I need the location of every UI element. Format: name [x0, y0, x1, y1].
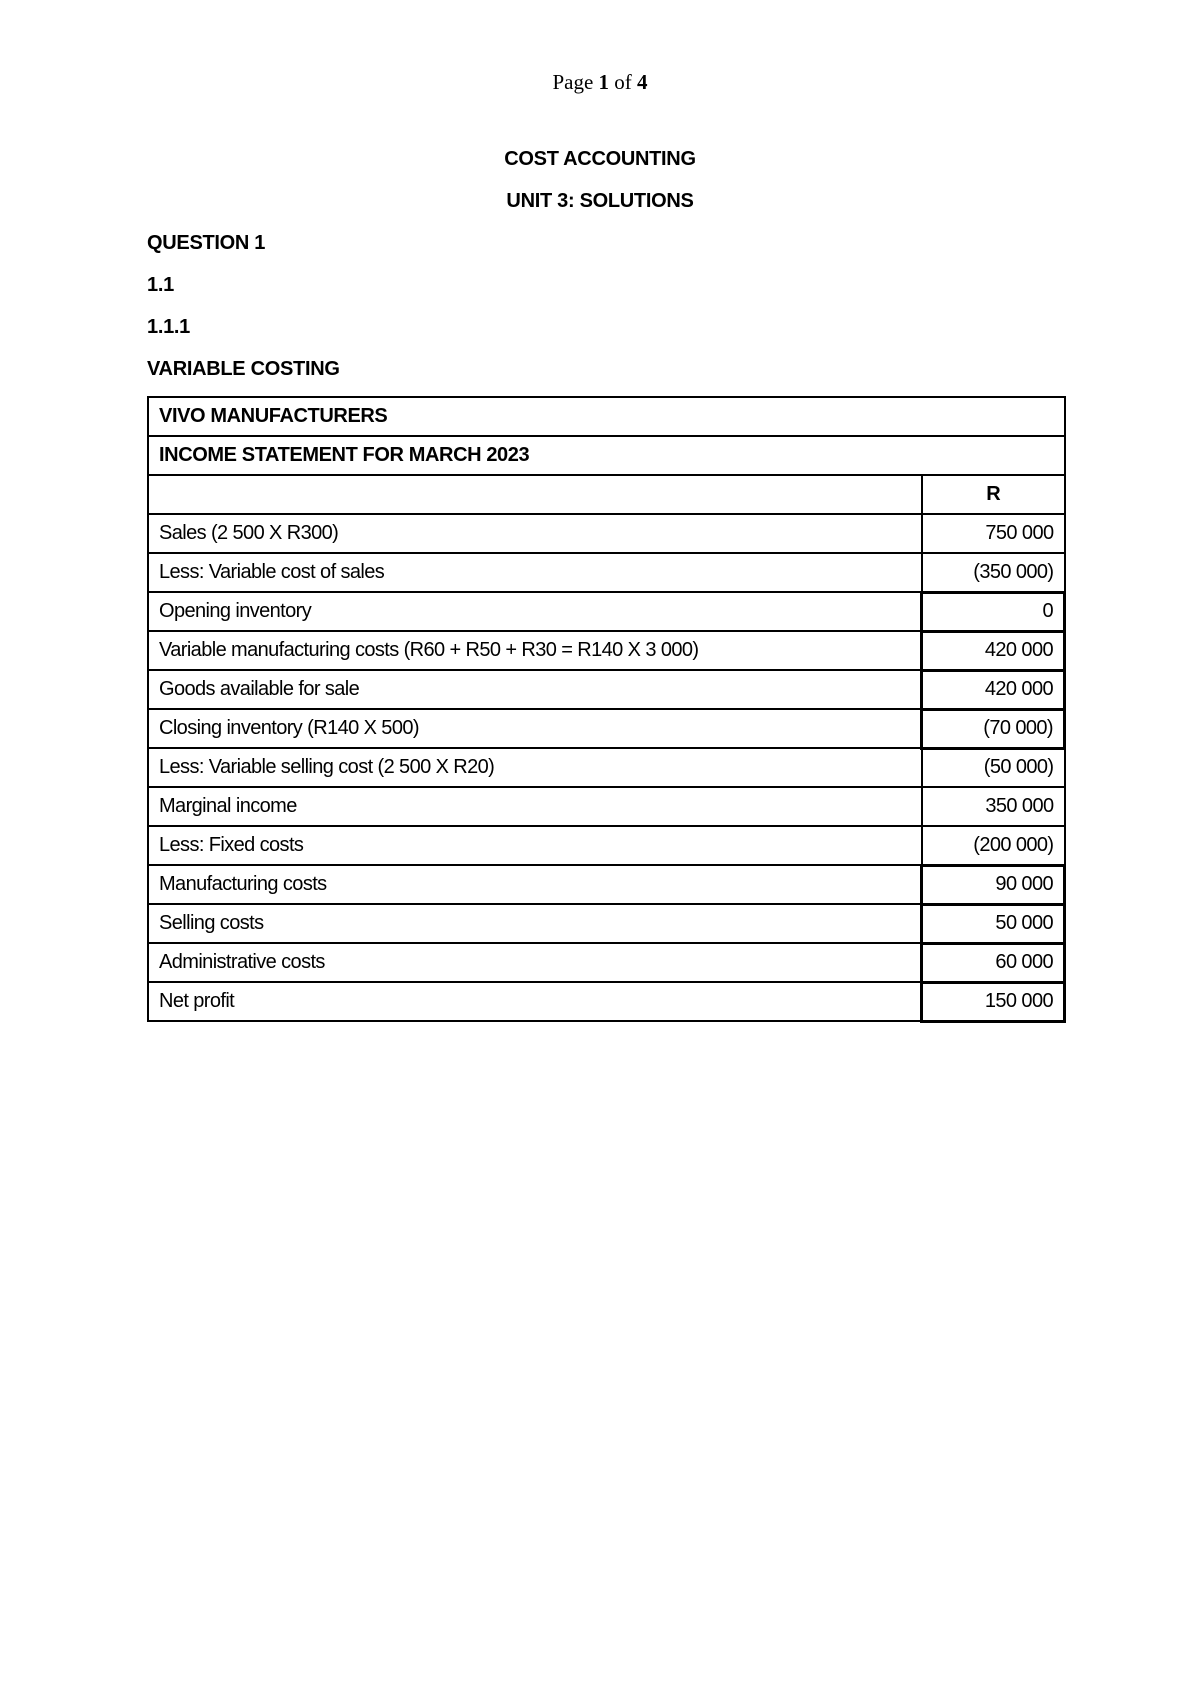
- section-heading: 1.1: [147, 274, 174, 296]
- page-label: Page: [552, 70, 594, 94]
- row-amount: (50 000): [922, 748, 1065, 787]
- row-label: Closing inventory (R140 X 500): [148, 709, 922, 748]
- row-label: Opening inventory: [148, 592, 922, 631]
- row-amount: 150 000: [922, 982, 1065, 1021]
- table-row: [148, 709, 1065, 748]
- company-name: VIVO MANUFACTURERS: [148, 397, 1065, 436]
- row-amount: 60 000: [922, 943, 1065, 982]
- row-label: Less: Fixed costs: [148, 826, 922, 865]
- table-row: [148, 982, 1065, 1021]
- row-amount: 420 000: [922, 631, 1065, 670]
- page-of: of: [614, 70, 632, 94]
- row-amount: (70 000): [922, 709, 1065, 748]
- table-row: [148, 553, 1065, 592]
- row-amount: 90 000: [922, 865, 1065, 904]
- row-amount: 750 000: [922, 514, 1065, 553]
- unit-title: UNIT 3: SOLUTIONS: [506, 190, 694, 212]
- column-header-row: [148, 475, 1065, 514]
- statement-title-row: [148, 436, 1065, 475]
- page-total: 4: [637, 70, 648, 94]
- row-amount: 350 000: [922, 787, 1065, 826]
- row-label: Manufacturing costs: [148, 865, 922, 904]
- table-row: [148, 904, 1065, 943]
- table-row: [148, 748, 1065, 787]
- subsection-heading: 1.1.1: [147, 316, 190, 338]
- label-column-header: [148, 475, 922, 514]
- question-heading: QUESTION 1: [147, 232, 266, 254]
- table-row: [148, 865, 1065, 904]
- row-label: Administrative costs: [148, 943, 922, 982]
- table-row: [148, 592, 1065, 631]
- row-label: Selling costs: [148, 904, 922, 943]
- row-label: Net profit: [148, 982, 922, 1021]
- course-title: COST ACCOUNTING: [504, 148, 696, 170]
- row-amount: 0: [922, 592, 1065, 631]
- table-row: [148, 826, 1065, 865]
- page-current: 1: [598, 70, 610, 94]
- page-number: [0, 70, 1200, 95]
- table-row: [148, 631, 1065, 670]
- row-label: Variable manufacturing costs (R60 + R50 + R30 = R140 X 3 000): [148, 631, 922, 670]
- row-amount: 50 000: [922, 904, 1065, 943]
- row-label: Sales (2 500 X R300): [148, 514, 922, 553]
- row-amount: (350 000): [922, 553, 1065, 592]
- statement-title: INCOME STATEMENT FOR MARCH 2023: [148, 436, 1065, 475]
- table-row: [148, 787, 1065, 826]
- row-label: Less: Variable selling cost (2 500 X R20): [148, 748, 922, 787]
- row-label: Marginal income: [148, 787, 922, 826]
- currency-column-header: R: [922, 475, 1065, 514]
- method-heading: VARIABLE COSTING: [147, 358, 340, 380]
- row-amount: 420 000: [922, 670, 1065, 709]
- row-label: Goods available for sale: [148, 670, 922, 709]
- table-row: [148, 514, 1065, 553]
- income-statement-table: [147, 396, 1066, 1023]
- table-row: [148, 670, 1065, 709]
- row-amount: (200 000): [922, 826, 1065, 865]
- row-label: Less: Variable cost of sales: [148, 553, 922, 592]
- company-row: [148, 397, 1065, 436]
- table-row: [148, 943, 1065, 982]
